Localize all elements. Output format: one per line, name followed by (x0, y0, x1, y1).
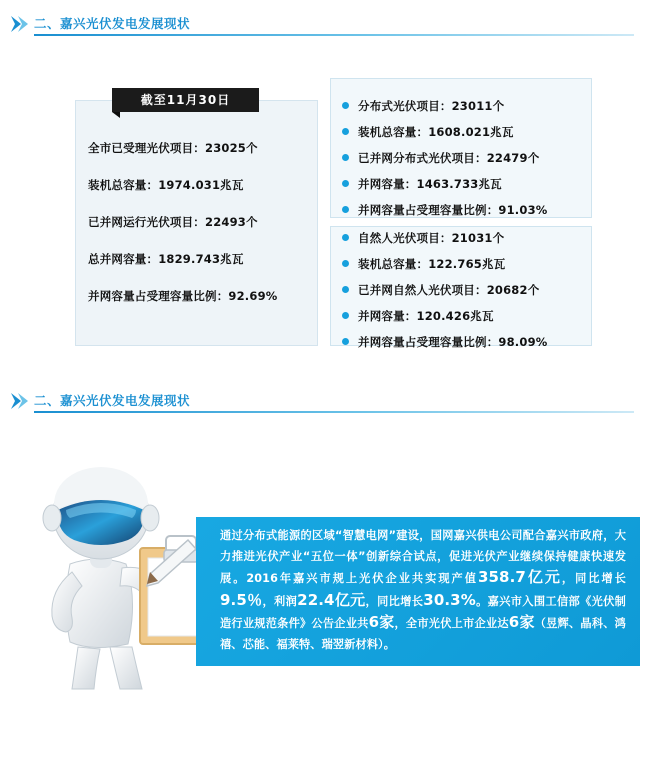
list-item-label: 并网容量占受理容量比例：91.03% (358, 203, 548, 217)
bullet-icon (342, 206, 349, 213)
summary-highlight-4: 30.3% (423, 590, 476, 609)
bullet-icon (342, 154, 349, 161)
section-divider (34, 411, 634, 413)
list-item-label: 已并网自然人光伏项目：20682个 (358, 283, 540, 297)
list-item-label: 装机总容量：1608.021兆瓦 (358, 125, 514, 139)
summary-panel (196, 517, 640, 666)
summary-highlight-3: 22.4亿元 (297, 590, 366, 609)
bullet-icon (342, 180, 349, 187)
section-header-2 (0, 385, 672, 419)
bullet-icon (342, 312, 349, 319)
bullet-icon (342, 234, 349, 241)
section-header-1 (0, 8, 672, 42)
section-title: 二、嘉兴光伏发电发展现状 (34, 393, 191, 408)
list-item (342, 176, 622, 192)
list-item (342, 98, 622, 114)
summary-highlight-5: 6家 (368, 613, 395, 631)
list-item-label: 并网容量：120.426兆瓦 (358, 309, 494, 323)
chevron-right-icon (8, 389, 32, 413)
summary-highlight-2: 9.5％ (220, 590, 263, 609)
summary-seg-3: ，利润 (262, 594, 298, 608)
list-item-label: 并网容量占受理容量比例：98.09% (358, 335, 548, 349)
chevron-right-icon (8, 12, 32, 36)
list-item (342, 282, 622, 298)
summary-seg-5: 。嘉兴市入围工信部《光伏制造行业规范条件》公告企业共 (220, 594, 626, 630)
list-item (342, 230, 622, 246)
summary-seg-4: ，同比增长 (365, 594, 424, 608)
section-title: 二、嘉兴光伏发电发展现状 (34, 16, 191, 31)
summary-highlight-1: 358.7亿元 (477, 568, 562, 586)
list-item: 已并网运行光伏项目：22493个 (88, 215, 258, 229)
list-item (342, 334, 622, 350)
list-item-label: 装机总容量：122.765兆瓦 (358, 257, 506, 271)
summary-seg-1: 通过分布式能源的区域“智慧电网”建设，国网嘉兴供电公司配合嘉兴市政府，大力推进光伏产业“五位一体”创新综合试点，促进光伏产业继续保持健康快速发展。2016年嘉兴市规上光伏企业共实现产值 (220, 529, 626, 585)
list-item: 装机总容量：1974.031兆瓦 (88, 178, 244, 192)
list-item (342, 308, 622, 324)
summary-highlight-6: 6家 (508, 613, 535, 631)
list-item-label: 并网容量：1463.733兆瓦 (358, 177, 502, 191)
list-item-label: 已并网分布式光伏项目：22479个 (358, 151, 540, 165)
left-stats-list (88, 140, 328, 325)
section-divider (34, 34, 634, 36)
bullet-icon (342, 128, 349, 135)
left-card-banner: 截至11月30日 (112, 88, 259, 112)
distributed-pv-list (342, 98, 622, 228)
list-item (342, 124, 622, 140)
summary-text (220, 526, 626, 655)
bullet-icon (342, 286, 349, 293)
list-item-label: 分布式光伏项目：23011个 (358, 99, 505, 113)
bullet-icon (342, 338, 349, 345)
list-item (342, 256, 622, 272)
list-item: 全市已受理光伏项目：23025个 (88, 141, 258, 155)
individual-pv-list (342, 230, 622, 360)
list-item (342, 202, 622, 218)
bullet-icon (342, 102, 349, 109)
summary-seg-2: ，同比增长 (561, 572, 626, 585)
list-item: 并网容量占受理容量比例：92.69% (88, 289, 278, 303)
summary-seg-6: ，全市光伏上市企业达 (394, 617, 509, 630)
summary-seg-7: （昱辉、晶科、鸿禧、芯能、福莱特、瑞翌新材料）。 (220, 617, 626, 651)
list-item (342, 150, 622, 166)
bullet-icon (342, 260, 349, 267)
list-item: 总并网容量：1829.743兆瓦 (88, 252, 244, 266)
list-item-label: 自然人光伏项目：21031个 (358, 231, 505, 245)
